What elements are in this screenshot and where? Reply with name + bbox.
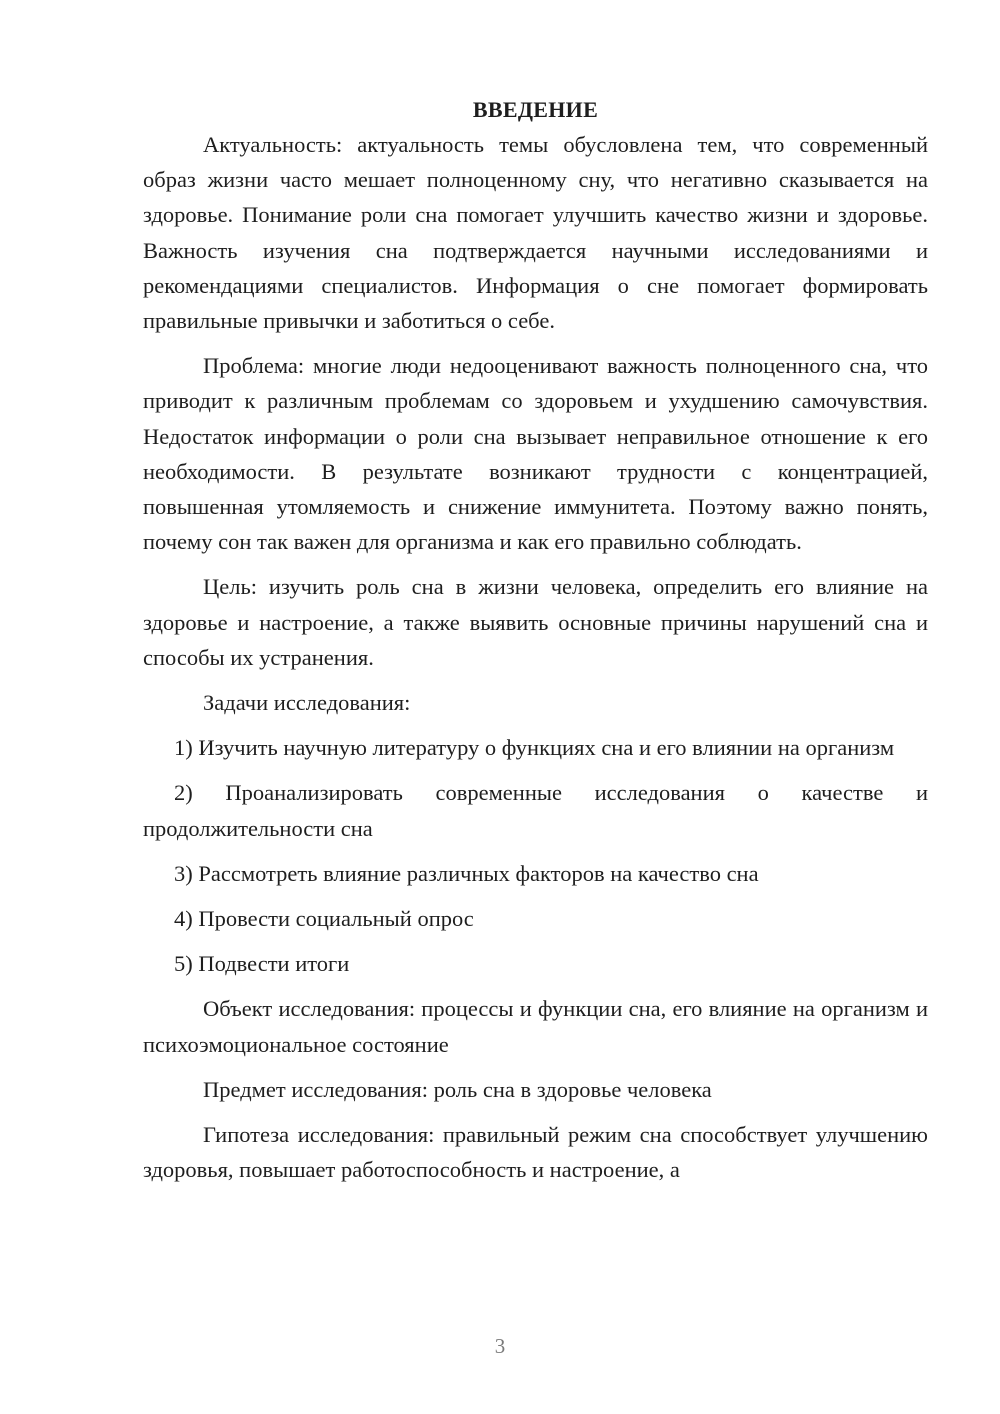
object-paragraph: Объект исследования: процессы и функции сна, его влияние на организм и психоэмоциональное состояние	[143, 996, 928, 1057]
goal-paragraph: Цель: изучить роль сна в жизни человека, определить его влияние на здоровье и настроение, а также выявить основные причины нарушений сна и способы их устранения.	[143, 574, 928, 670]
task-item: 3) Рассмотреть влияние различных факторов на качество сна	[174, 860, 759, 886]
subject-paragraph: Предмет исследования: роль сна в здоровье человека	[203, 1076, 712, 1102]
relevance-paragraph: Актуальность: актуальность темы обусловлена тем, что современный образ жизни часто мешает полноценному сну, что негативно сказывается на здоровье. Понимание роли сна помогает улучшить качество жизни и здоровье. Важность изучения сна подтверждается научными исследованиями и рекомендациями специалистов. Информация о сне помогает формировать правильные привычки и заботиться о себе.	[143, 132, 928, 334]
hypothesis-paragraph: Гипотеза исследования: правильный режим сна способствует улучшению здоровья, повышает работоспособность и настроение, а	[143, 1122, 928, 1183]
document-page	[143, 92, 928, 1187]
tasks-list	[143, 730, 928, 981]
task-item: 4) Провести социальный опрос	[174, 906, 474, 932]
page-number: 3	[494, 1334, 506, 1358]
task-item: 1) Изучить научную литературу о функциях сна и его влиянии на организм	[174, 735, 895, 761]
task-item: 5) Подвести итоги	[174, 951, 350, 977]
tasks-heading: Задачи исследования:	[203, 690, 411, 716]
task-item: 2) Проанализировать современные исследования о качестве и продолжительности сна	[143, 780, 928, 841]
section-title: ВВЕДЕНИЕ	[472, 97, 599, 122]
problem-paragraph: Проблема: многие люди недооценивают важность полноценного сна, что приводит к различным проблемам со здоровьем и ухудшению самочувствия. Недостаток информации о роли сна вызывает неправильное отношение к его необходимости. В результате возникают трудности с концентрацией, повышенная утомляемость и снижение иммунитета. Поэтому важно понять, почему сон так важен для организма и как его правильно соблюдать.	[143, 353, 928, 555]
